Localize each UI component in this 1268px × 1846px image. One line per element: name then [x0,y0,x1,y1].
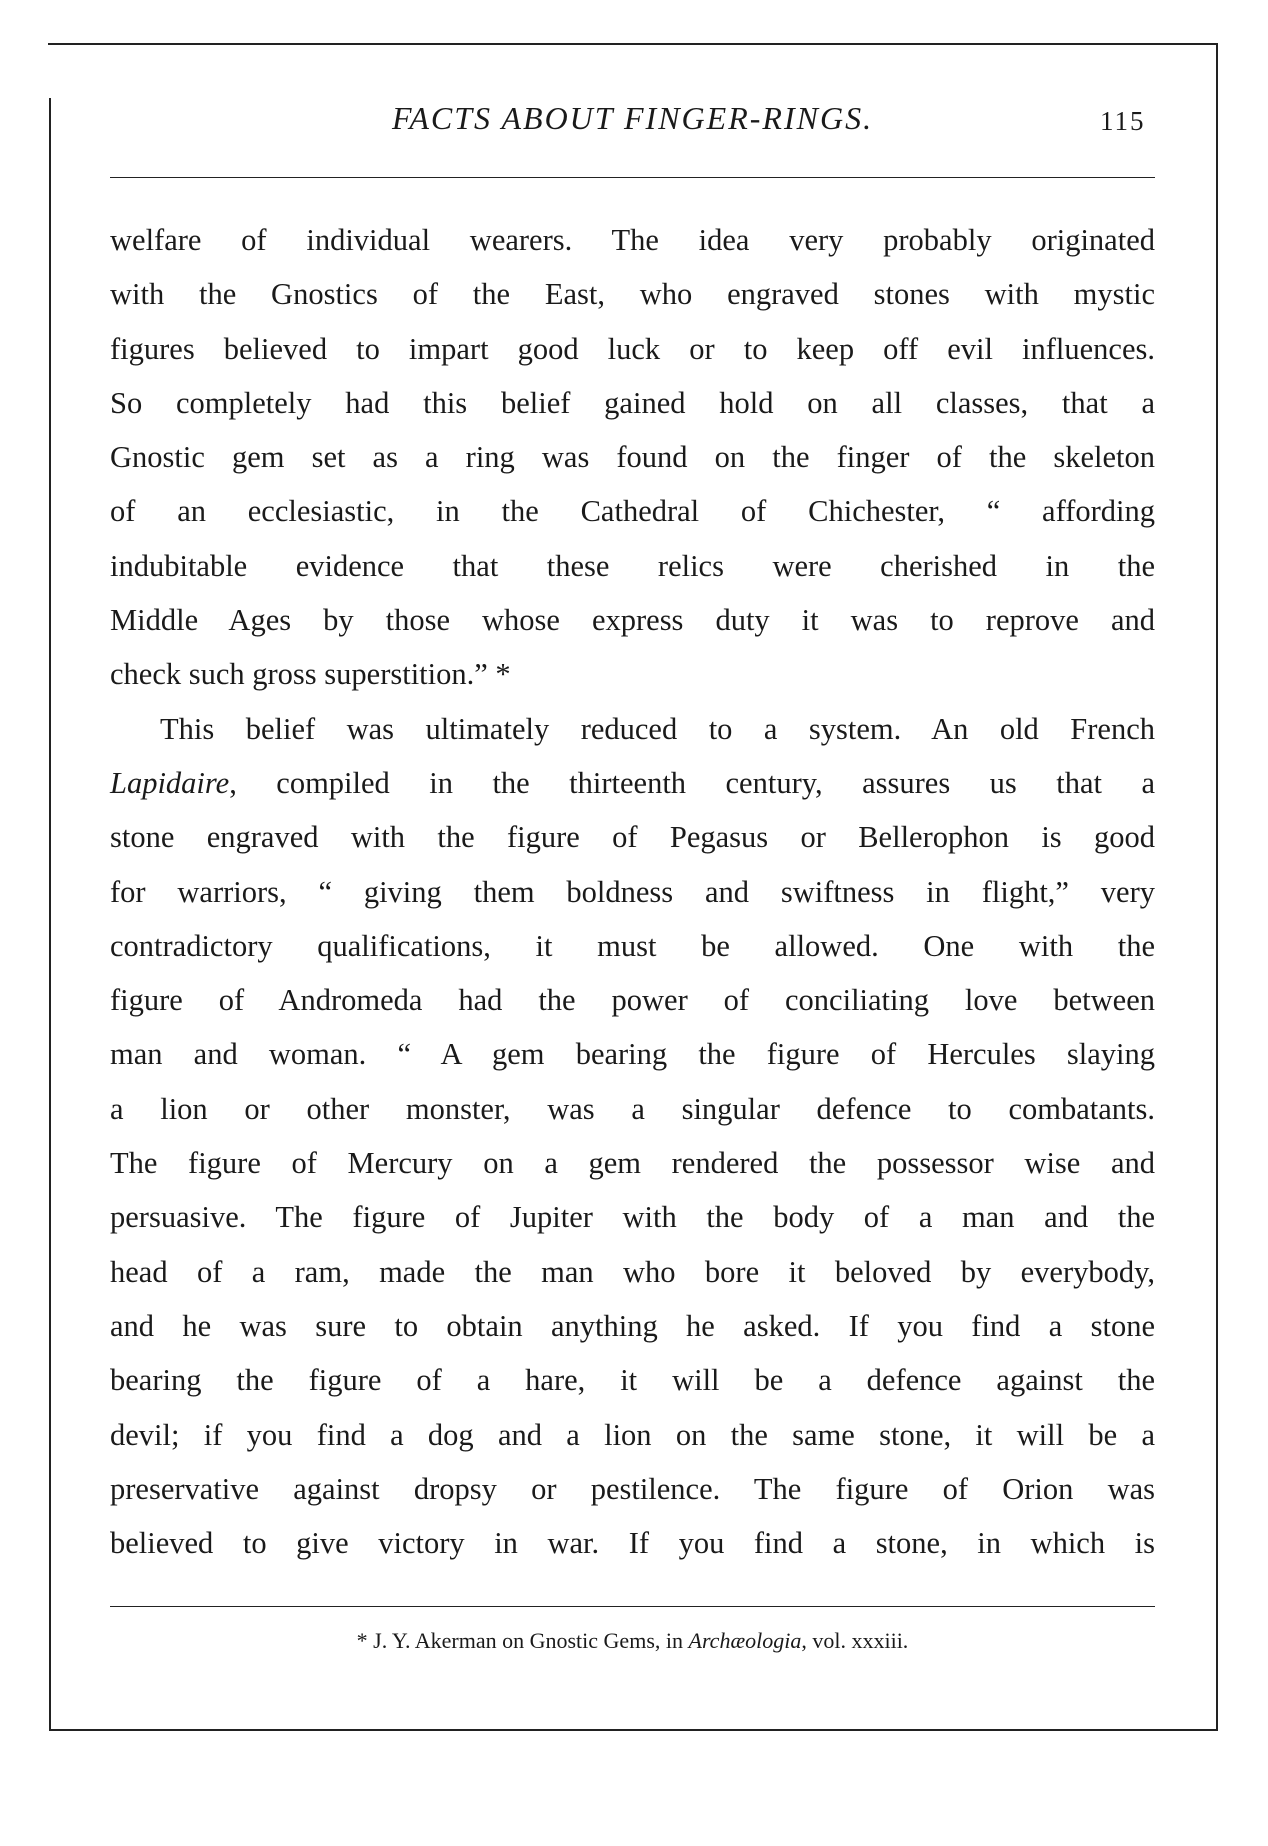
text-line: bearing the figure of a hare, it will be a defence against the [110,1363,1155,1398]
text-line: a lion or other monster, was a singular defence to combatants. [110,1091,1155,1126]
header-rule [110,177,1155,178]
italic-term-lapidaire: Lapidaire [110,765,230,800]
page-frame-top [48,43,1218,45]
footnote-rule [110,1606,1155,1607]
footnote-prefix: * J. Y. Akerman on Gnostic Gems, in [356,1628,689,1653]
text-line: head of a ram, made the man who bore it beloved by everybody, [110,1254,1155,1289]
text-line: figure of Andromeda had the power of conciliating love between [110,983,1155,1018]
text-line: The figure of Mercury on a gem rendered the possessor wise and [110,1146,1155,1181]
running-title: FACTS ABOUT FINGER-RINGS. [391,100,874,136]
text-line: contradictory qualifications, it must be allowed. One with the [110,928,1155,963]
body-text [110,213,1155,1570]
footnote-work-title: Archæologia [688,1628,802,1653]
text-fragment: , compiled in the thirteenth century, assures us that a [229,765,1155,800]
text-line: This belief was ultimately reduced to a system. An old French [160,711,1155,746]
text-line: man and woman. “ A gem bearing the figure of Hercules slaying [110,1037,1155,1072]
text-line: So completely had this belief gained hold on all classes, that a [110,385,1155,420]
page-number: 115 [1100,106,1146,136]
text-line: figures believed to impart good luck or to keep off evil influences. [110,331,1155,366]
text-line: believed to give victory in war. If you find a stone, in which is [110,1526,1155,1561]
text-line: persuasive. The figure of Jupiter with the body of a man and the [110,1200,1155,1235]
footnote [110,1628,1155,1654]
text-line: welfare of individual wearers. The idea very probably originated [110,223,1155,257]
text-line: and he was sure to obtain anything he asked. If you find a stone [110,1308,1155,1343]
page-frame-right [1216,43,1218,1730]
text-line: devil; if you find a dog and a lion on the same stone, it will be a [110,1417,1155,1452]
footnote-suffix: , vol. xxxiii. [801,1628,909,1653]
text-line: Middle Ages by those whose express duty it was to reprove and [110,603,1155,638]
page-frame-left [49,98,51,1730]
text-line: indubitable evidence that these relics were cherished in the [110,548,1155,583]
text-line: for warriors, “ giving them boldness and swiftness in flight,” very [110,874,1155,909]
text-line-mixed [110,756,1155,810]
text-line: Gnostic gem set as a ring was found on the finger of the skeleton [110,440,1155,475]
text-line: of an ecclesiastic, in the Cathedral of Chichester, “ affording [110,494,1155,529]
text-line: with the Gnostics of the East, who engraved stones with mystic [110,277,1155,312]
text-line: preservative against dropsy or pestilence. The figure of Orion was [110,1471,1155,1506]
text-line: check such gross superstition.” * [110,657,511,692]
text-line: stone engraved with the figure of Pegasus or Bellerophon is good [110,820,1155,855]
page-frame-bottom [49,1729,1218,1731]
